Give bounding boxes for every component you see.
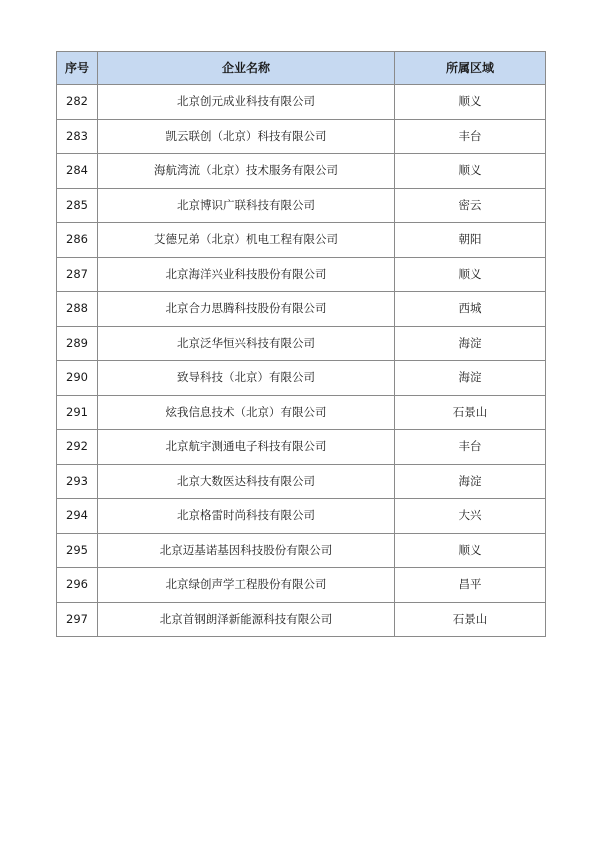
- district-cell: 海淀: [395, 326, 546, 361]
- company-name-cell: 北京绿创声学工程股份有限公司: [98, 568, 395, 603]
- table-row: [57, 257, 546, 292]
- company-name-cell: 海航湾流（北京）技术服务有限公司: [98, 154, 395, 189]
- serial-number-cell: 290: [57, 361, 98, 396]
- serial-number-cell: 287: [57, 257, 98, 292]
- company-name-cell: 北京首钢朗泽新能源科技有限公司: [98, 602, 395, 637]
- company-name-cell: 北京博识广联科技有限公司: [98, 188, 395, 223]
- district-cell: 顺义: [395, 85, 546, 120]
- serial-number-cell: 284: [57, 154, 98, 189]
- district-cell: 顺义: [395, 533, 546, 568]
- table-row: [57, 188, 546, 223]
- company-name-cell: 北京格雷时尚科技有限公司: [98, 499, 395, 534]
- company-name-cell: 艾德兄弟（北京）机电工程有限公司: [98, 223, 395, 258]
- district-cell: 顺义: [395, 154, 546, 189]
- company-name-cell: 北京迈基诺基因科技股份有限公司: [98, 533, 395, 568]
- company-name-cell: 北京创元成业科技有限公司: [98, 85, 395, 120]
- table-body: [57, 85, 546, 637]
- company-name-cell: 凯云联创（北京）科技有限公司: [98, 119, 395, 154]
- company-name-cell: 致导科技（北京）有限公司: [98, 361, 395, 396]
- district-cell: 海淀: [395, 464, 546, 499]
- table-row: [57, 292, 546, 327]
- table-row: [57, 326, 546, 361]
- table-row: [57, 568, 546, 603]
- district-cell: 大兴: [395, 499, 546, 534]
- table-row: [57, 361, 546, 396]
- serial-number-cell: 294: [57, 499, 98, 534]
- serial-number-cell: 291: [57, 395, 98, 430]
- district-cell: 朝阳: [395, 223, 546, 258]
- company-name-cell: 北京泛华恒兴科技有限公司: [98, 326, 395, 361]
- serial-number-cell: 288: [57, 292, 98, 327]
- table-row: [57, 533, 546, 568]
- serial-number-cell: 293: [57, 464, 98, 499]
- company-name-cell: 炫我信息技术（北京）有限公司: [98, 395, 395, 430]
- table-row: [57, 602, 546, 637]
- district-cell: 西城: [395, 292, 546, 327]
- district-cell: 石景山: [395, 395, 546, 430]
- table-row: [57, 464, 546, 499]
- enterprise-list-page: [56, 51, 545, 637]
- serial-number-cell: 283: [57, 119, 98, 154]
- serial-number-cell: 295: [57, 533, 98, 568]
- table-row: [57, 395, 546, 430]
- company-name-cell: 北京海洋兴业科技股份有限公司: [98, 257, 395, 292]
- serial-number-cell: 292: [57, 430, 98, 465]
- header-serial-number: 序号: [57, 52, 98, 85]
- table-row: [57, 223, 546, 258]
- district-cell: 丰台: [395, 430, 546, 465]
- table-row: [57, 430, 546, 465]
- district-cell: 昌平: [395, 568, 546, 603]
- header-district: 所属区域: [395, 52, 546, 85]
- serial-number-cell: 286: [57, 223, 98, 258]
- company-name-cell: 北京合力思腾科技股份有限公司: [98, 292, 395, 327]
- serial-number-cell: 282: [57, 85, 98, 120]
- serial-number-cell: 297: [57, 602, 98, 637]
- table-row: [57, 119, 546, 154]
- serial-number-cell: 289: [57, 326, 98, 361]
- header-company-name: 企业名称: [98, 52, 395, 85]
- table-row: [57, 499, 546, 534]
- table-header-row: [57, 52, 546, 85]
- serial-number-cell: 285: [57, 188, 98, 223]
- district-cell: 顺义: [395, 257, 546, 292]
- company-name-cell: 北京航宇测通电子科技有限公司: [98, 430, 395, 465]
- district-cell: 石景山: [395, 602, 546, 637]
- serial-number-cell: 296: [57, 568, 98, 603]
- district-cell: 海淀: [395, 361, 546, 396]
- company-name-cell: 北京大数医达科技有限公司: [98, 464, 395, 499]
- table-row: [57, 154, 546, 189]
- table-row: [57, 85, 546, 120]
- district-cell: 密云: [395, 188, 546, 223]
- enterprise-table: [56, 51, 546, 637]
- district-cell: 丰台: [395, 119, 546, 154]
